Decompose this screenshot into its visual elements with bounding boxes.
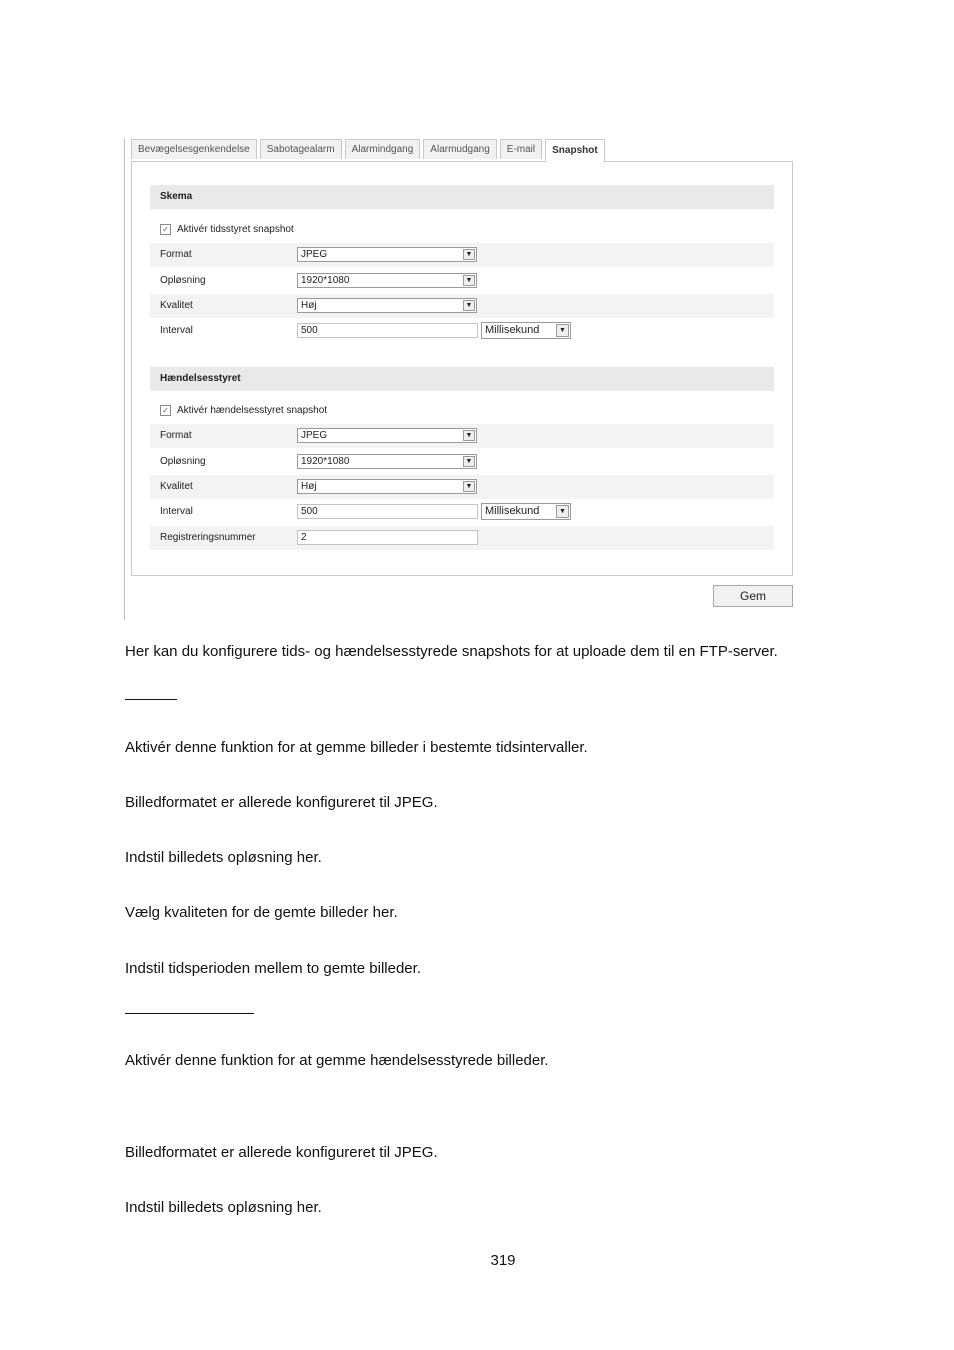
schedule-quality-row [150,294,774,318]
heading-underline [125,1013,254,1014]
settings-panel [131,161,793,576]
capture-count-label: Registreringsnummer [160,532,256,543]
dropdown-arrow-icon[interactable]: ▼ [463,430,475,441]
select-value: Millisekund [485,324,540,336]
schedule-section-heading: Skema [150,185,774,209]
tab-email[interactable]: E-mail [500,139,542,159]
paragraph: Billedformatet er allerede konfigureret til JPEG. [125,794,438,811]
dropdown-arrow-icon[interactable]: ▼ [463,300,475,311]
save-button[interactable]: Gem [713,585,793,607]
event-format-select[interactable] [297,428,477,443]
heading-underline [125,699,177,700]
event-resolution-row [150,450,774,474]
schedule-format-row [150,243,774,267]
schedule-resolution-row [150,269,774,293]
schedule-resolution-select[interactable] [297,273,477,288]
event-quality-select[interactable] [297,479,477,494]
event-section-heading: Hændelsesstyret [150,367,774,391]
schedule-interval-input[interactable]: 500 [297,323,478,338]
page-number: 319 [490,1252,516,1269]
paragraph: Billedformatet er allerede konfigureret til JPEG. [125,1144,438,1161]
event-capture-count-input[interactable]: 2 [297,530,478,545]
tab-alarm-output[interactable]: Alarmudgang [423,139,496,159]
dropdown-arrow-icon[interactable]: ▼ [463,456,475,467]
dropdown-arrow-icon[interactable]: ▼ [556,505,569,518]
paragraph: Indstil billedets opløsning her. [125,1199,322,1216]
event-enable-row[interactable] [160,404,327,420]
paragraph: Aktivér denne funktion for at gemme billeder i bestemte tidsintervaller. [125,739,588,756]
intro-paragraph: Her kan du konfigurere tids- og hændelsesstyrede snapshots for at uploade dem til en FTP-server. [125,643,778,660]
select-value: JPEG [301,249,328,260]
dropdown-arrow-icon[interactable]: ▼ [556,324,569,337]
quality-label: Kvalitet [160,481,193,492]
format-label: Format [160,249,192,260]
event-interval-input[interactable]: 500 [297,504,478,519]
checkmark-icon[interactable]: ✓ [160,405,171,416]
paragraph: Indstil billedets opløsning her. [125,849,322,866]
snapshot-settings-screenshot [124,136,796,622]
select-value: Høj [301,300,317,311]
select-value: Høj [301,481,317,492]
quality-label: Kvalitet [160,300,193,311]
select-value: 1920*1080 [301,275,350,286]
event-quality-row [150,475,774,499]
schedule-interval-unit-select[interactable] [481,322,571,339]
event-interval-unit-select[interactable] [481,503,571,520]
dropdown-arrow-icon[interactable]: ▼ [463,275,475,286]
interval-label: Interval [160,325,193,336]
select-value: Millisekund [485,505,540,517]
interval-label: Interval [160,506,193,517]
select-value: JPEG [301,430,328,441]
dropdown-arrow-icon[interactable]: ▼ [463,249,475,260]
select-value: 1920*1080 [301,456,350,467]
paragraph: Vælg kvaliteten for de gemte billeder her. [125,904,398,921]
resolution-label: Opløsning [160,275,206,286]
event-resolution-select[interactable] [297,454,477,469]
schedule-enable-label: Aktivér tidsstyret snapshot [177,224,294,235]
event-capture-count-row [150,526,774,550]
checkmark-icon[interactable]: ✓ [160,224,171,235]
event-interval-row [150,500,774,524]
divider [124,138,125,620]
schedule-interval-row [150,319,774,343]
format-label: Format [160,430,192,441]
event-enable-label: Aktivér hændelsesstyret snapshot [177,405,328,416]
resolution-label: Opløsning [160,456,206,467]
tab-motion-detection[interactable]: Bevægelsesgenkendelse [131,139,257,159]
paragraph: Aktivér denne funktion for at gemme hændelsesstyrede billeder. [125,1052,549,1069]
schedule-quality-select[interactable] [297,298,477,313]
schedule-enable-row[interactable] [160,223,294,239]
tab-alarm-input[interactable]: Alarmindgang [345,139,421,159]
tab-snapshot[interactable]: Snapshot [545,139,605,162]
event-format-row [150,424,774,448]
dropdown-arrow-icon[interactable]: ▼ [463,481,475,492]
paragraph: Indstil tidsperioden mellem to gemte billeder. [125,960,421,977]
tab-bar [131,139,608,161]
schedule-format-select[interactable] [297,247,477,262]
tab-tamper-alarm[interactable]: Sabotagealarm [260,139,342,159]
